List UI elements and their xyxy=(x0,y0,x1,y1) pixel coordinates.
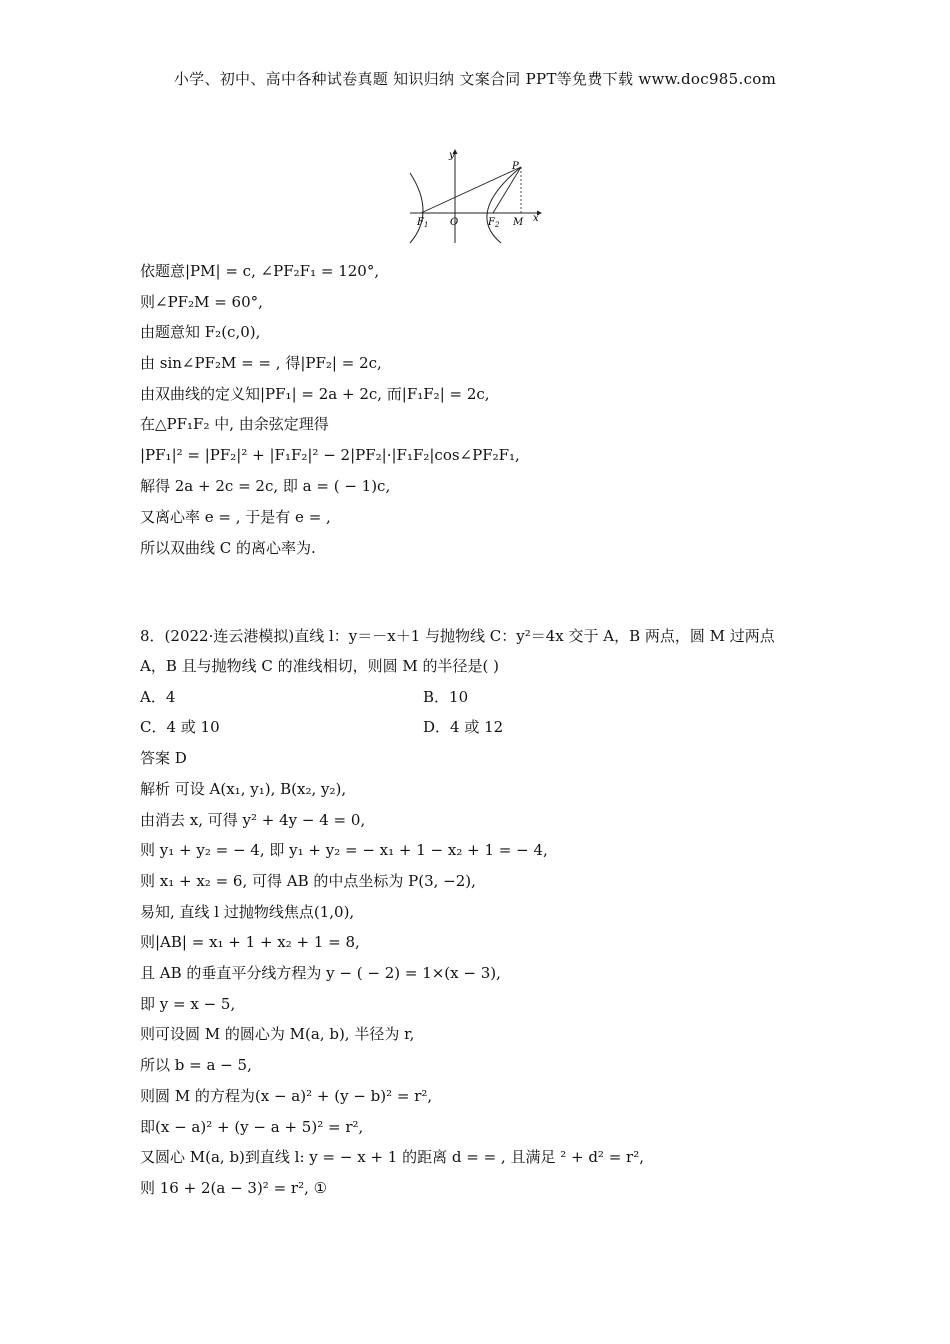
solution8-line: 则 x₁ + x₂ = 6, 可得 AB 的中点坐标为 P(3, −2), xyxy=(140,872,476,890)
right-branch xyxy=(487,167,521,243)
solution7-line: 所以双曲线 C 的离心率为. xyxy=(140,539,316,557)
label-m: M xyxy=(513,217,524,228)
solution8-line: 即 y = x − 5, xyxy=(140,995,236,1013)
solution8-line: 由消去 x, 可得 y² + 4y − 4 = 0, xyxy=(140,811,366,829)
page-header: 小学、初中、高中各种试卷真题 知识归纳 文案合同 PPT等免费下载 www.doc985.com xyxy=(173,70,777,88)
left-branch xyxy=(410,173,423,243)
solution7-line: 依题意|PM| = c, ∠PF₂F₁ = 120°, xyxy=(140,262,380,280)
label-y: y xyxy=(449,150,455,161)
solution8-line: 解析 可设 A(x₁, y₁), B(x₂, y₂), xyxy=(140,780,347,798)
solution8-line: 且 AB 的垂直平分线方程为 y − ( − 2) = 1×(x − 3), xyxy=(140,964,501,982)
solution8-line: 则 y₁ + y₂ = − 4, 即 y₁ + y₂ = − x₁ + 1 − x₂ + 1 = − 4, xyxy=(140,841,548,859)
question8-stem: 8．(2022·连云港模拟)直线 l：y＝－x＋1 与抛物线 C：y²＝4x 交于 A，B 两点，圆 M 过两点 xyxy=(140,627,775,645)
solution7-line: 由题意知 F₂(c,0), xyxy=(140,323,261,341)
solution7-line: 在△PF₁F₂ 中, 由余弦定理得 xyxy=(140,415,329,433)
option-a: A．4 xyxy=(140,688,176,706)
label-p: P xyxy=(512,161,519,172)
option-d: D．4 或 12 xyxy=(423,718,504,736)
label-f2: $F_2$ xyxy=(488,217,500,229)
solution8-line: 则圆 M 的方程为(x − a)² + (y − b)² = r², xyxy=(140,1087,433,1105)
solution7-line: 由 sin∠PF₂M = = , 得|PF₂| = 2c, xyxy=(140,354,382,372)
option-c: C．4 或 10 xyxy=(140,718,220,736)
label-f1: $F_1$ xyxy=(417,217,429,229)
solution8-line: 所以 b = a − 5, xyxy=(140,1056,252,1074)
solution8-line: 易知, 直线 l 过抛物线焦点(1,0), xyxy=(140,903,355,921)
hyperbola-figure xyxy=(405,145,550,245)
label-o: O xyxy=(450,217,459,228)
solution7-line: 由双曲线的定义知|PF₁| = 2a + 2c, 而|F₁F₂| = 2c, xyxy=(140,385,490,403)
option-b: B．10 xyxy=(423,688,469,706)
question8-stem: A，B 且与抛物线 C 的准线相切，则圆 M 的半径是( ) xyxy=(140,657,500,675)
solution8-line: 则可设圆 M 的圆心为 M(a, b), 半径为 r, xyxy=(140,1025,415,1043)
solution7-line: 解得 2a + 2c = 2c, 即 a = ( − 1)c, xyxy=(140,477,391,495)
solution8-line: 即(x − a)² + (y − a + 5)² = r², xyxy=(140,1118,364,1136)
solution8-line: 又圆心 M(a, b)到直线 l: y = − x + 1 的距离 d = = , 且满足 ² + d² = r², xyxy=(140,1148,644,1166)
solution8-line: 则 16 + 2(a − 3)² = r², ① xyxy=(140,1179,328,1197)
solution7-line: |PF₁|² = |PF₂|² + |F₁F₂|² − 2|PF₂|·|F₁F₂|cos∠PF₂F₁, xyxy=(140,446,520,464)
line-f1-p xyxy=(421,167,521,213)
label-x: x xyxy=(533,213,539,224)
solution7-line: 则∠PF₂M = 60°, xyxy=(140,293,263,311)
solution8-line: 则|AB| = x₁ + 1 + x₂ + 1 = 8, xyxy=(140,933,360,951)
solution7-line: 又离心率 e = , 于是有 e = , xyxy=(140,508,331,526)
answer-line: 答案 D xyxy=(140,749,187,767)
